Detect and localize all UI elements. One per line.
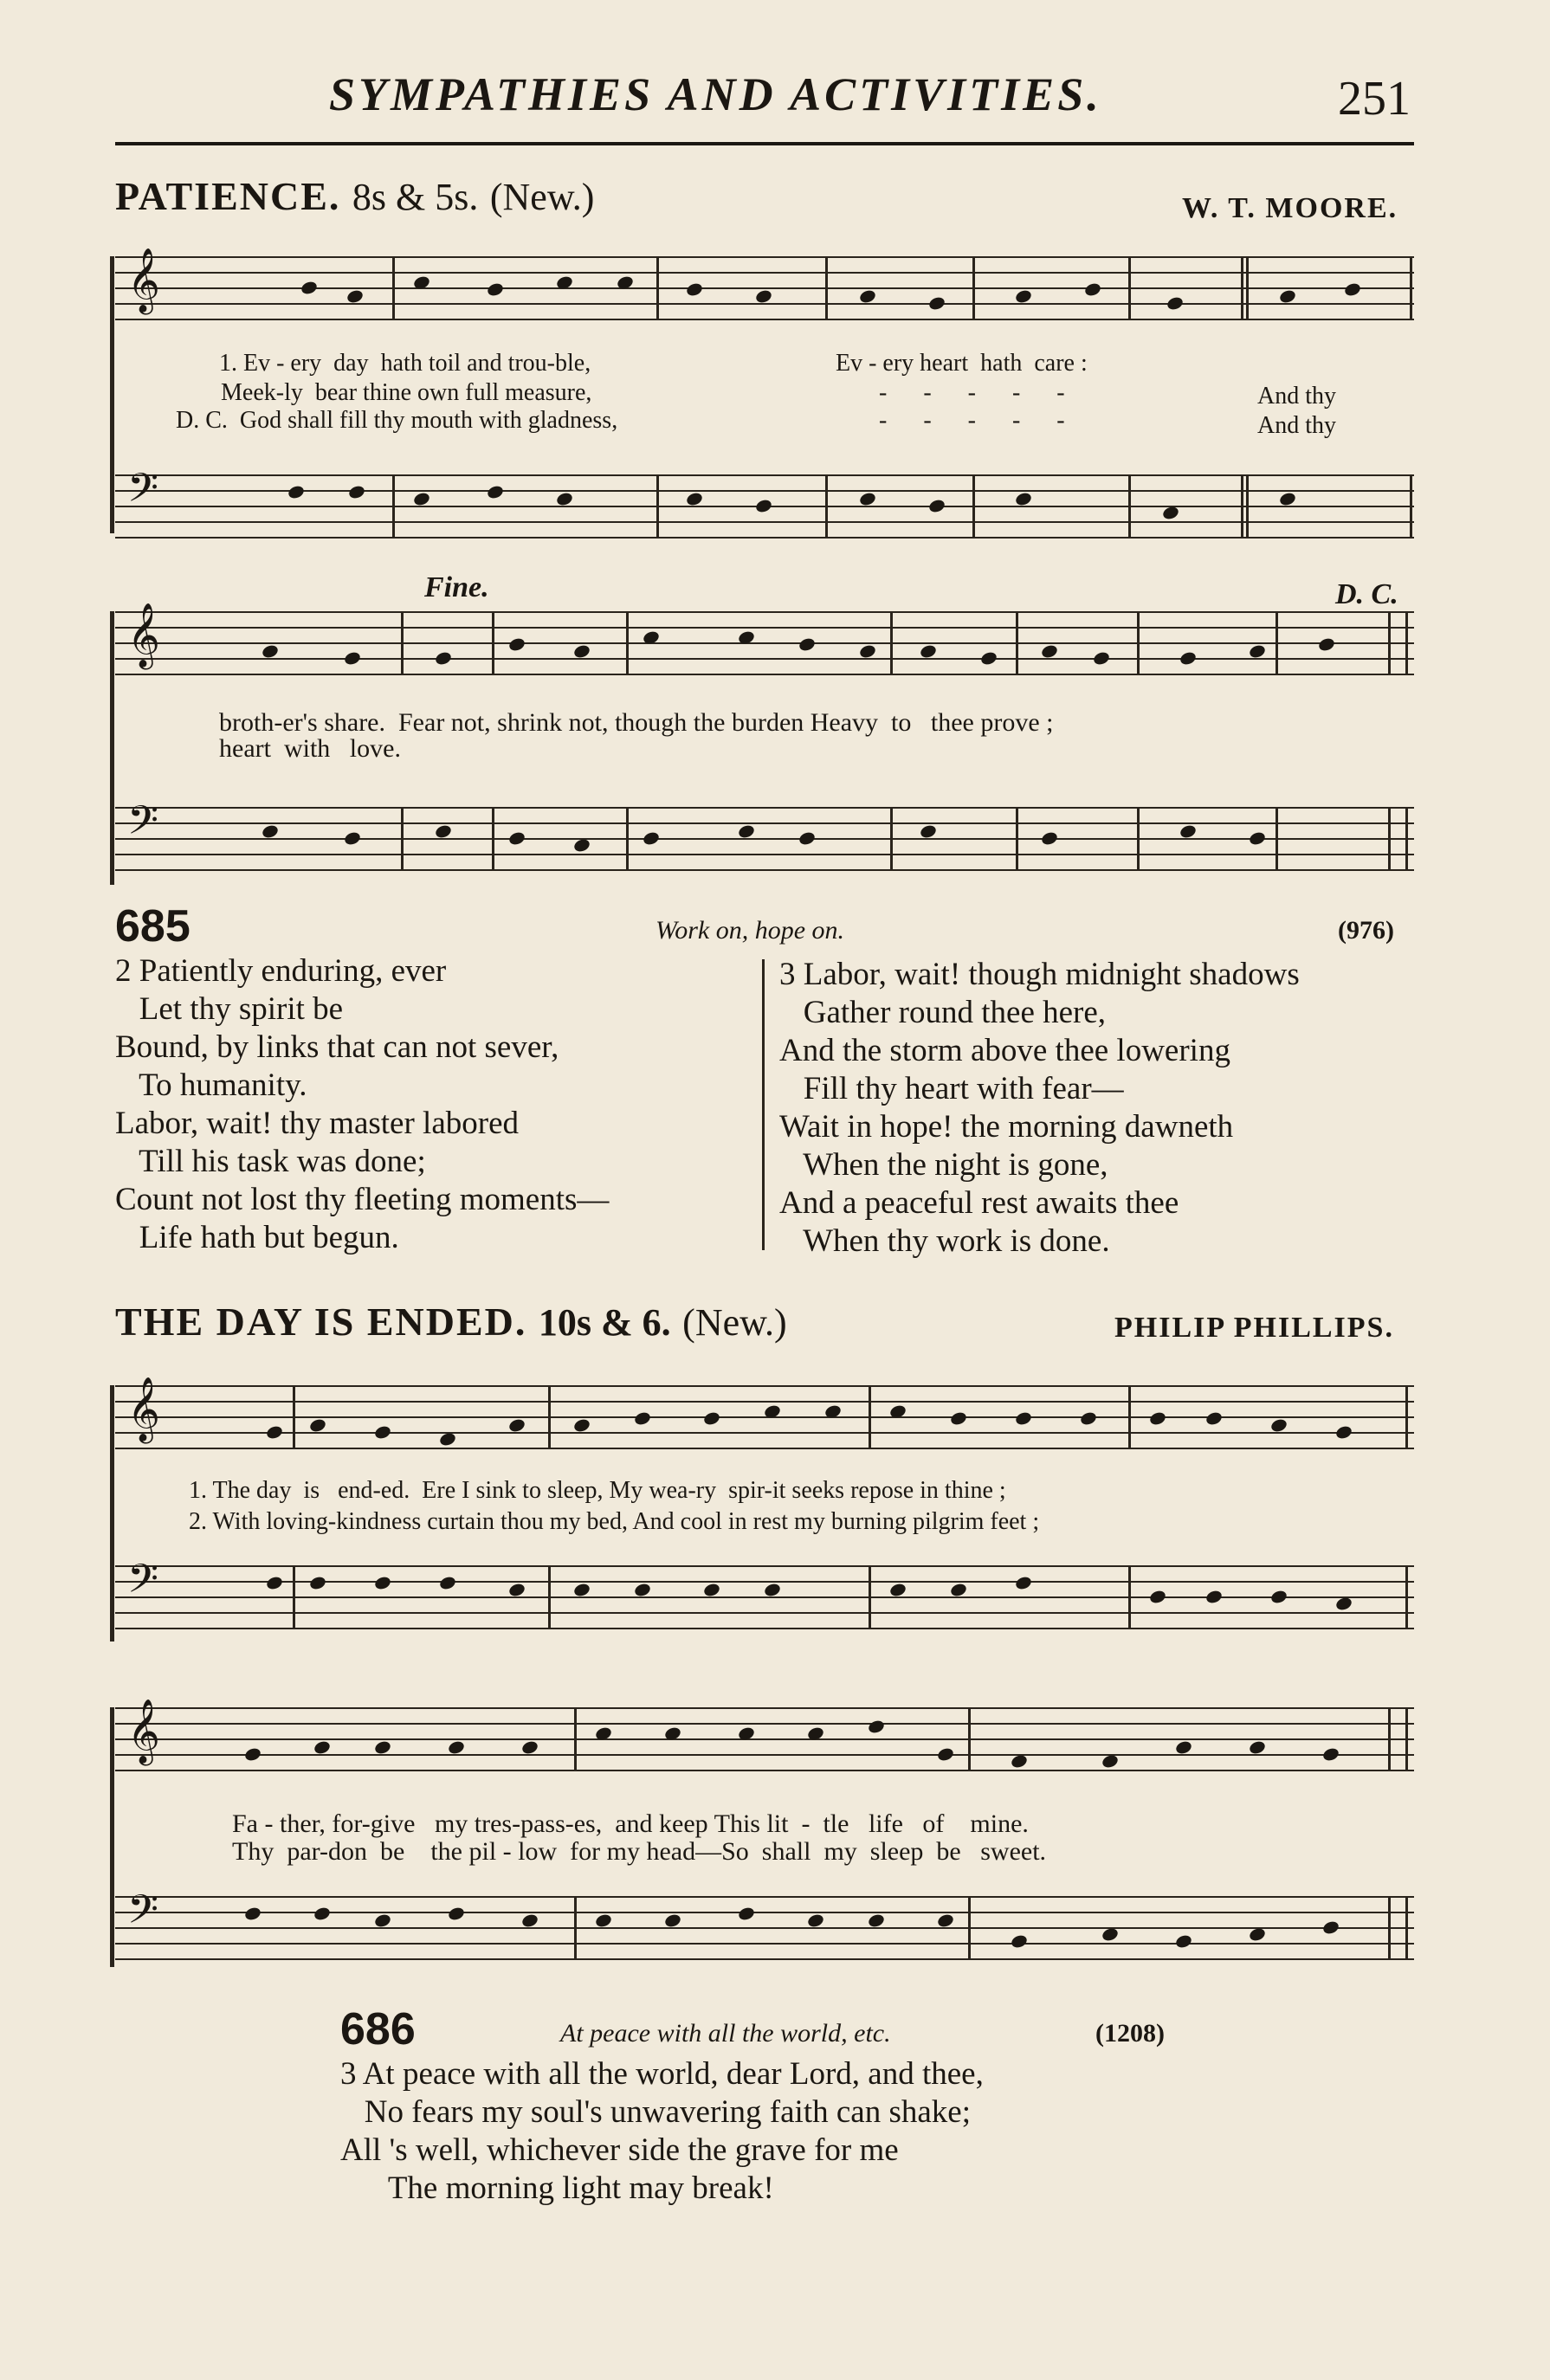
lyric-line: - - - - - [879,379,1065,406]
verse-3 [779,956,1300,1261]
dc-mark: D. C. [1335,578,1398,610]
lyric-line: 2. With loving-kindness curtain thou my bed, And cool in rest my burning pilgrim feet ; [189,1508,1040,1535]
verse-line: Gather round thee here, [779,995,1107,1030]
lyric-line: And thy [1257,412,1336,439]
lyric-line: Thy par-don be the pil - low for my head—So shall my sleep be sweet. [232,1837,1047,1866]
verse-line: Count not lost thy fleeting moments— [115,1182,610,1217]
verse-line: To humanity. [115,1067,307,1103]
hymn-number-686: 686 [340,2004,416,2054]
composer-moore: W. T. MOORE. [1182,192,1398,224]
treble-clef-icon: 𝄞 [127,604,160,666]
fine-mark: Fine. [424,571,489,603]
tune-note: (New.) [489,176,595,218]
tune-name: PATIENCE. [115,174,341,218]
music-system-2-bass [115,799,1414,876]
music-system-1-treble [115,249,1414,326]
lyric-line: Fa - ther, for-give my tres-pass-es, and keep This lit - tle life of mine. [232,1809,1029,1838]
tune-meter: 8s & 5s. [352,176,479,218]
verse-2 [115,952,609,1257]
treble-clef-icon: 𝄞 [127,1378,160,1440]
hymn-first-line: At peace with all the world, etc. [560,2019,891,2048]
verse-line: And the storm above thee lowering [779,1033,1230,1068]
verse-line: Life hath but begun. [115,1220,399,1255]
verse-line: When the night is gone, [779,1147,1108,1183]
music-system-3-treble [115,1378,1414,1454]
verse-line: Wait in hope! the morning dawneth [779,1109,1234,1145]
verse-line: 2 Patiently enduring, ever [115,953,447,989]
lyric-line: D. C. God shall fill thy mouth with gladness, [176,407,618,434]
verse-line: All 's well, whichever side the grave for me [340,2132,899,2168]
hymn-number-685: 685 [115,901,191,951]
column-divider [762,959,765,1250]
verse-line: Bound, by links that can not sever, [115,1029,559,1065]
lyric-line: Ev - ery heart hath care : [836,350,1088,377]
music-system-4-treble [115,1700,1414,1777]
tune-title-patience [115,173,594,219]
verse-line: Let thy spirit be [115,991,344,1027]
verse-3-hymn686 [340,2055,984,2208]
tune-title-day-is-ended [115,1299,787,1345]
verse-line: 3 At peace with all the world, dear Lord, and thee, [340,2056,984,2092]
verse-line: The morning light may break! [340,2170,774,2206]
treble-clef-icon: 𝄞 [127,1700,160,1762]
verse-line: And a peaceful rest awaits thee [779,1185,1179,1221]
composer-phillips: PHILIP PHILLIPS. [1114,1312,1394,1344]
music-system-3-bass [115,1558,1414,1635]
running-head: SYMPATHIES AND ACTIVITIES. [329,68,1102,120]
music-system-1-bass [115,467,1414,544]
bass-clef-icon: 𝄢 [127,799,159,853]
lyric-line: 1. Ev - ery day hath toil and trou-ble, [219,350,591,377]
verse-line: Till his task was done; [115,1144,426,1179]
verse-line: No fears my soul's unwavering faith can shake; [340,2094,971,2130]
verse-line: 3 Labor, wait! though midnight shadows [779,957,1300,992]
header-rule [115,142,1414,145]
bass-clef-icon: 𝄢 [127,1558,159,1611]
bass-clef-icon: 𝄢 [127,467,159,520]
tune-note: (New.) [682,1301,787,1344]
hymn-reference: (976) [1338,916,1394,945]
lyric-line: And thy [1257,383,1336,410]
verse-line: Labor, wait! thy master labored [115,1106,519,1141]
lyric-line: - - - - - [879,407,1065,434]
verse-line: When thy work is done. [779,1223,1110,1259]
lyric-line: heart with love. [219,734,401,763]
bass-clef-icon: 𝄢 [127,1888,159,1942]
verse-line: Fill thy heart with fear— [779,1071,1124,1106]
treble-clef-icon: 𝄞 [127,249,160,311]
hymn-first-line: Work on, hope on. [656,916,845,945]
lyric-line: broth-er's share. Fear not, shrink not, though the burden Heavy to thee prove ; [219,708,1054,737]
page-number: 251 [1338,72,1411,126]
music-system-2-treble [115,604,1414,680]
lyric-line: Meek-ly bear thine own full measure, [221,379,592,406]
tune-name: THE DAY IS ENDED. [115,1300,527,1344]
hymn-reference: (1208) [1095,2019,1165,2048]
lyric-line: 1. The day is end-ed. Ere I sink to sleep, My wea-ry spir-it seeks repose in thine ; [189,1477,1006,1504]
music-system-4-bass [115,1888,1414,1965]
tune-meter: 10s & 6. [538,1301,671,1344]
